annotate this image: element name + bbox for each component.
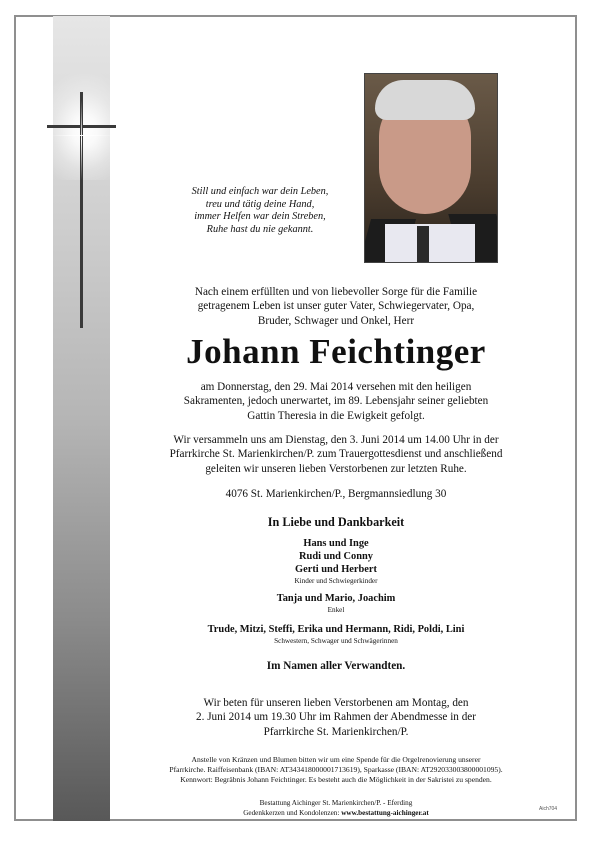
- prayer-line: Wir beten für unseren lieben Verstorbenen am Montag, den: [203, 697, 469, 709]
- prayer-line: Pfarrkirche St. Marienkirchen/P.: [263, 725, 409, 738]
- light-ray-vertical: [81, 100, 82, 180]
- grandchildren-caption: Enkel: [327, 606, 345, 614]
- address: 4076 St. Marienkirchen/P., Bergmannsiedlung 30: [225, 488, 447, 500]
- children-names: Gerti und Herbert: [295, 564, 377, 575]
- photo-tie: [417, 226, 429, 263]
- portrait-photo: [364, 73, 498, 263]
- children-names: Rudi und Conny: [299, 551, 373, 562]
- print-code: Aich704: [539, 806, 558, 812]
- light-ray-horizontal: [50, 135, 114, 136]
- footer-condolences-label: Gedenkkerzen und Kondolenzen:: [243, 808, 342, 817]
- poem-line: immer Helfen war dein Streben,: [194, 211, 326, 223]
- footer-company: Bestattung Aichinger St. Marienkirchen/P. - Eferding: [259, 799, 413, 807]
- notice-line: Anstelle von Kränzen und Blumen bitten wir um eine Spende für die Orgelrenovierung unserer: [191, 755, 481, 764]
- prayer-text: [120, 696, 552, 739]
- death-line: Sakramenten, jedoch unerwartet, im 89. Lebensjahr seiner geliebten: [183, 395, 489, 408]
- photo-hair: [375, 80, 475, 120]
- footer-website-link[interactable]: www.bestattung-aichinger.at: [341, 808, 429, 817]
- children-group: [120, 537, 552, 586]
- prayer-line: 2. Juni 2014 um 19.30 Uhr im Rahmen der Abendmesse in der: [196, 711, 476, 724]
- funeral-text: [120, 433, 552, 476]
- footer: [120, 799, 552, 818]
- intro-line: Bruder, Schwager und Onkel, Herr: [257, 314, 415, 327]
- funeral-line: Wir versammeln uns am Dienstag, den 3. Juni 2014 um 14.00 Uhr in der: [173, 434, 499, 446]
- intro-line: Nach einem erfüllten und von liebevoller Sorge für die Familie: [194, 286, 478, 298]
- funeral-line: Pfarrkirche St. Marienkirchen/P. zum Trauergottesdienst und anschließend: [169, 448, 503, 461]
- photo-shirt: [385, 224, 475, 263]
- children-caption: Kinder und Schwiegerkinder: [294, 577, 378, 585]
- footer-condolences: [120, 809, 552, 819]
- siblings-group: [120, 623, 552, 646]
- grandchildren-names: Tanja und Mario, Joachim: [276, 593, 396, 604]
- death-line: am Donnerstag, den 29. Mai 2014 versehen mit den heiligen: [200, 381, 472, 393]
- poem-line: Ruhe hast du nie gekannt.: [206, 223, 314, 235]
- dank-heading: In Liebe und Dankbarkeit: [267, 515, 405, 529]
- death-text: [120, 380, 552, 423]
- poem-line: treu und tätig deine Hand,: [205, 198, 315, 210]
- death-line: Gattin Theresia in die Ewigkeit gefolgt.: [247, 409, 425, 422]
- notice-line: Pfarrkirche. Raiffeisenbank (IBAN: AT343418000001713619), Sparkasse (IBAN: AT292033003800001095).: [169, 765, 503, 774]
- siblings-caption: Schwestern, Schwager und Schwägerinnen: [274, 637, 398, 645]
- poem: [160, 186, 360, 236]
- donation-notice: [120, 755, 552, 785]
- relatives-line: Im Namen aller Verwandten.: [266, 660, 406, 672]
- intro-text: [120, 285, 552, 328]
- deceased-name: Johann Feichtinger: [186, 332, 486, 371]
- grandchildren-group: [120, 592, 552, 615]
- poem-line: Still und einfach war dein Leben,: [191, 186, 329, 197]
- intro-line: getragenem Leben ist unser guter Vater, Schwiegervater, Opa,: [197, 300, 475, 313]
- notice-line: Kennwort: Begräbnis Johann Feichtinger. Es besteht auch die Möglichkeit in der Sakristei zu spenden.: [180, 775, 492, 784]
- siblings-names: Trude, Mitzi, Steffi, Erika und Hermann, Ridi, Poldi, Lini: [207, 624, 465, 635]
- children-names: Hans und Inge: [303, 538, 369, 549]
- funeral-line: geleiten wir unseren lieben Verstorbenen zur letzten Ruhe.: [205, 462, 467, 475]
